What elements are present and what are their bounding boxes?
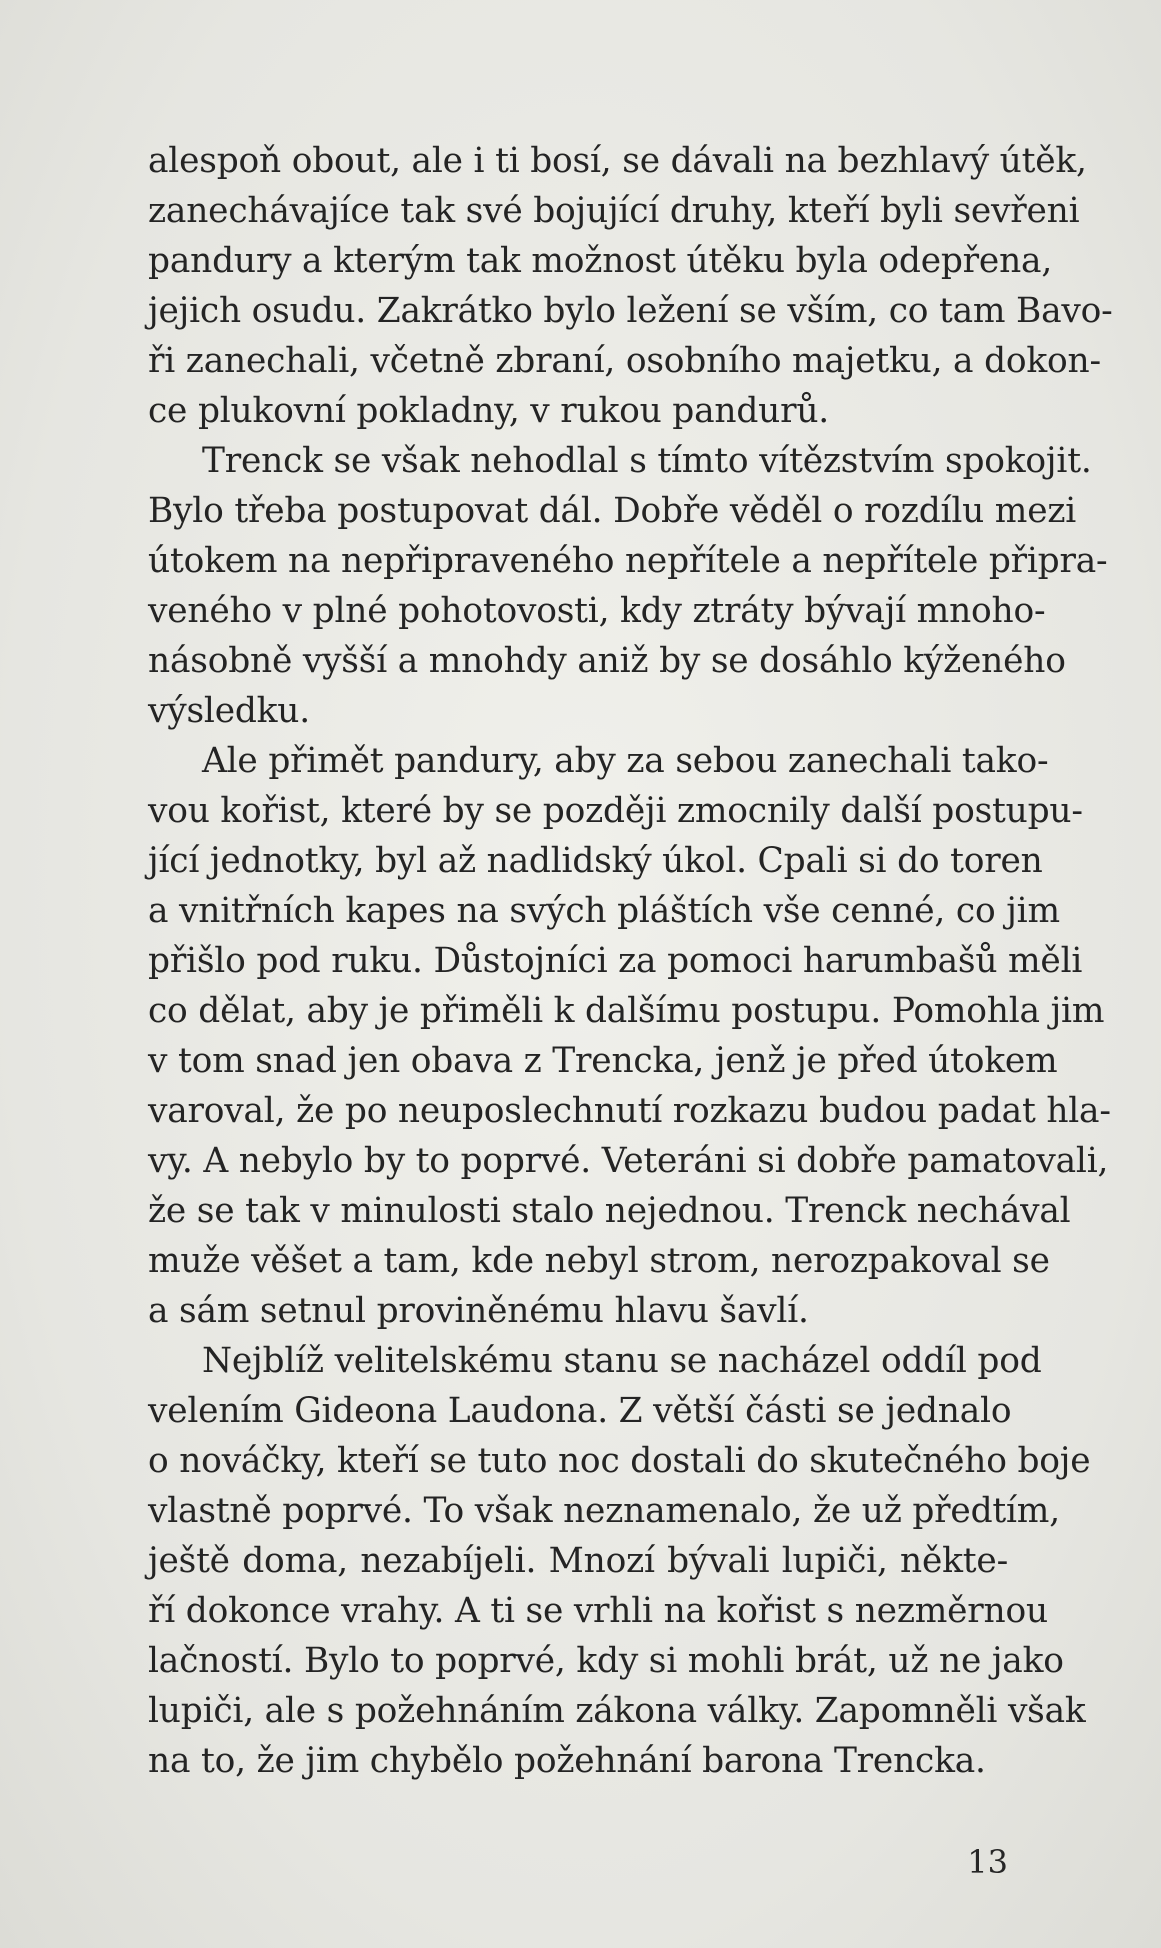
text-line: velením Gideona Laudona. Z větší části se jednalo — [148, 1391, 1012, 1431]
text-line: vou kořist, které by se později zmocnily další postupu- — [148, 791, 1083, 831]
text-line: jejich osudu. Zakrátko bylo ležení se vším, co tam Bavo- — [148, 291, 1113, 331]
text-line: varoval, že po neuposlechnutí rozkazu budou padat hla- — [148, 1091, 1111, 1131]
text-line: na to, že jim chybělo požehnání barona Trencka. — [148, 1741, 986, 1781]
text-line: Trenck se však nehodlal s tímto vítězstvím spokojit. — [202, 441, 1092, 481]
text-line: útokem na nepřipraveného nepřítele a nepřítele připra- — [148, 541, 1108, 581]
text-line: že se tak v minulosti stalo nejednou. Trenck nechával — [148, 1191, 1071, 1231]
text-line: alespoň obout, ale i ti bosí, se dávali na bezhlavý útěk, — [148, 141, 1087, 181]
text-line: násobně vyšší a mnohdy aniž by se dosáhlo kýženého — [148, 641, 1066, 681]
text-line: muže věšet a tam, kde nebyl strom, nerozpakoval se — [148, 1241, 1050, 1281]
text-line: lačností. Bylo to poprvé, kdy si mohli brát, už ne jako — [148, 1641, 1064, 1681]
text-line: co dělat, aby je přiměli k dalšímu postupu. Pomohla jim — [148, 991, 1105, 1031]
text-line: Nejblíž velitelskému stanu se nacházel oddíl pod — [202, 1341, 1042, 1381]
text-line: pandury a kterým tak možnost útěku byla odepřena, — [148, 241, 1053, 281]
text-line: vlastně poprvé. To však neznamenalo, že už předtím, — [148, 1491, 1060, 1531]
text-line: ce plukovní pokladny, v rukou pandurů. — [148, 391, 830, 431]
page-number: 13 — [967, 1843, 1008, 1881]
text-line: výsledku. — [148, 691, 310, 731]
text-line: jící jednotky, byl až nadlidský úkol. Cpali si do toren — [148, 841, 1043, 881]
text-line: lupiči, ale s požehnáním zákona války. Zapomněli však — [148, 1691, 1086, 1731]
text-line: vy. A nebylo by to poprvé. Veteráni si dobře pamatovali, — [148, 1141, 1109, 1181]
body-text — [148, 136, 1113, 1786]
text-line: veného v plné pohotovosti, kdy ztráty bývají mnoho- — [148, 591, 1046, 631]
text-line: a vnitřních kapes na svých pláštích vše cenné, co jim — [148, 891, 1060, 931]
text-line: ještě doma, nezabíjeli. Mnozí bývali lupiči, někte- — [148, 1541, 1008, 1581]
text-line: zanechávajíce tak své bojující druhy, kteří byli sevřeni — [148, 191, 1080, 231]
text-line: přišlo pod ruku. Důstojníci za pomoci harumbašů měli — [148, 941, 1083, 981]
text-line: Ale přimět pandury, aby za sebou zanechali tako- — [202, 741, 1049, 781]
text-line: Bylo třeba postupovat dál. Dobře věděl o rozdílu mezi — [148, 491, 1077, 531]
text-line: o nováčky, kteří se tuto noc dostali do skutečného boje — [148, 1441, 1091, 1481]
text-line: ří dokonce vrahy. A ti se vrhli na kořist s nezměrnou — [148, 1591, 1048, 1631]
text-line: ři zanechali, včetně zbraní, osobního majetku, a dokon- — [148, 341, 1101, 381]
text-line: v tom snad jen obava z Trencka, jenž je před útokem — [148, 1041, 1058, 1081]
text-line: a sám setnul proviněnému hlavu šavlí. — [148, 1291, 809, 1331]
